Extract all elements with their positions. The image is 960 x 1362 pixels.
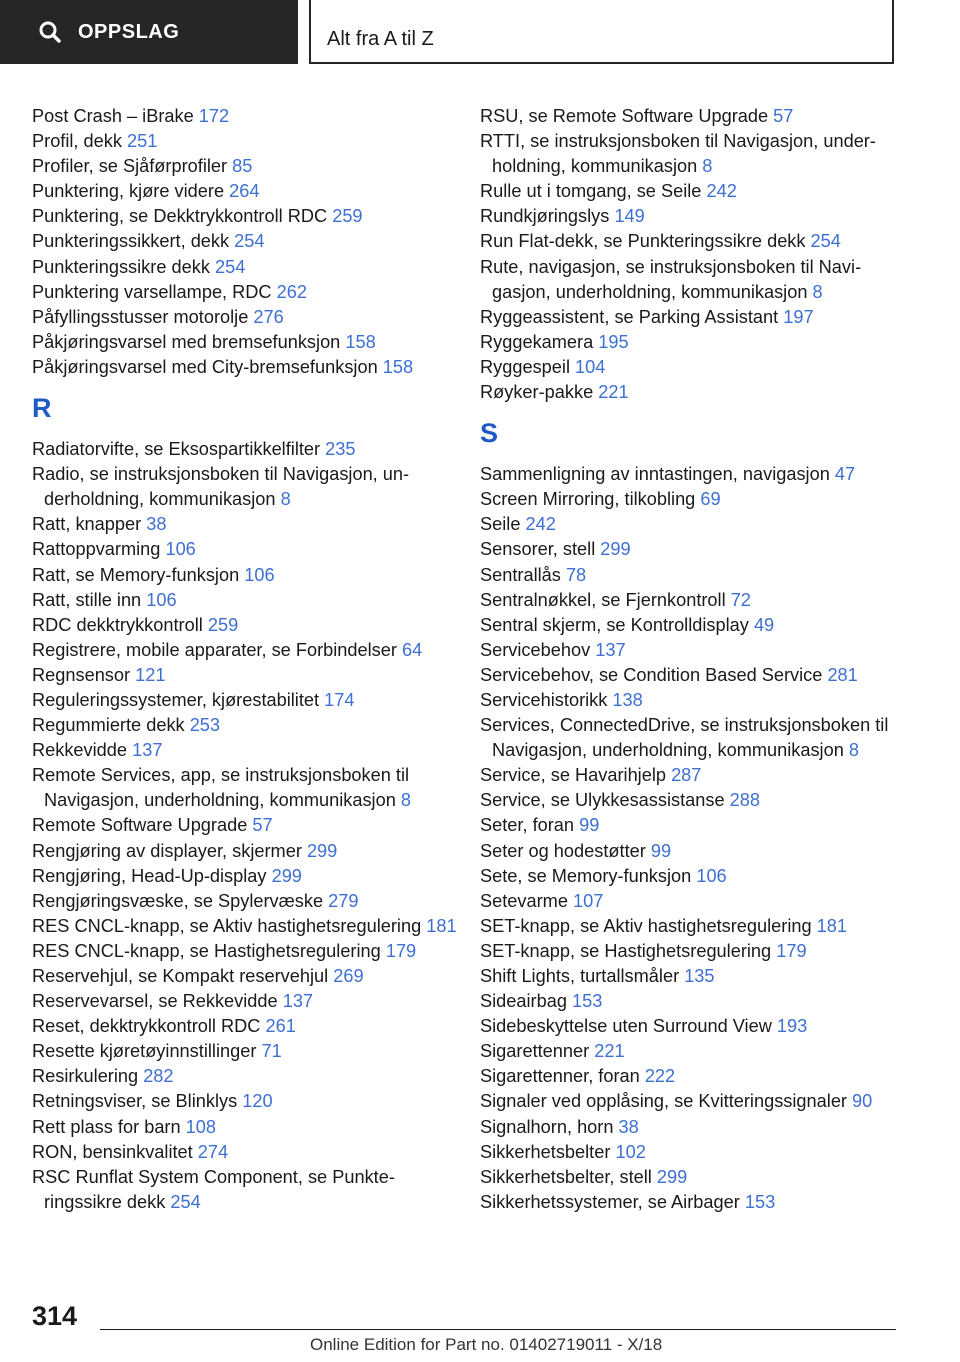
- entry-term: Påkjøringsvarsel med bremsefunksjon: [32, 331, 346, 352]
- index-entry: [32, 437, 462, 462]
- index-entry: [480, 588, 900, 613]
- index-entry: [480, 487, 900, 512]
- entry-term: Seter og hodestøtter: [480, 840, 651, 861]
- entry-term: Retningsviser, se Blinklys: [32, 1091, 243, 1112]
- index-entry: [480, 1014, 900, 1039]
- page-reference-link[interactable]: 181: [816, 915, 848, 936]
- page-reference-link[interactable]: 137: [282, 991, 314, 1012]
- entry-term: Post Crash – iBrake: [32, 106, 199, 126]
- index-entry: [32, 1064, 462, 1089]
- page-reference-link[interactable]: 49: [753, 614, 775, 635]
- index-entry: [32, 989, 462, 1014]
- page-reference-link[interactable]: 279: [328, 890, 359, 911]
- index-entry: [32, 588, 462, 613]
- index-entry: [480, 1190, 900, 1215]
- entry-term: Ryggespeil: [480, 356, 576, 377]
- page-reference-link[interactable]: 8: [280, 489, 291, 510]
- entry-term: Sikkerhetssystemer, se Airbager: [480, 1191, 745, 1212]
- index-entry: [480, 204, 900, 229]
- page-reference-link[interactable]: 242: [525, 514, 556, 535]
- edition-text: Online Edition for Part no. 01402719011 - X/18: [310, 1335, 663, 1354]
- page-reference-link[interactable]: 242: [706, 181, 737, 202]
- index-entry: [480, 537, 900, 562]
- index-entry: [480, 688, 900, 713]
- index-entry: [480, 914, 900, 939]
- page-reference-link[interactable]: 288: [729, 790, 761, 811]
- index-entry: [480, 462, 900, 487]
- entry-term: Sentrallås: [480, 564, 566, 585]
- entry-term: Rundkjøringslys: [480, 206, 615, 227]
- page-reference-link[interactable]: 149: [614, 206, 645, 227]
- index-entry: [32, 1140, 462, 1165]
- page-reference-link[interactable]: 174: [324, 689, 355, 710]
- page-reference-link[interactable]: 106: [165, 539, 196, 560]
- index-entry: [480, 989, 900, 1014]
- page-reference-link[interactable]: 287: [671, 765, 702, 786]
- entry-term: RDC dekktrykkontroll: [32, 614, 208, 635]
- entry-term: Ryggeassistent, se Parking Assistant: [480, 306, 784, 327]
- index-column-left: [32, 104, 462, 1215]
- section-letter: R: [32, 393, 52, 424]
- entry-term: Servicebehov: [480, 639, 596, 660]
- index-entry: [32, 537, 462, 562]
- entry-term: Punkteringssikre dekk: [32, 256, 215, 277]
- entry-term: Punktering, kjøre videre: [32, 181, 230, 202]
- index-column-right: [480, 104, 900, 1215]
- index-entry: [480, 129, 900, 179]
- index-entry: [32, 763, 462, 813]
- page-reference-link[interactable]: 251: [127, 131, 158, 152]
- index-entry: [32, 713, 462, 738]
- entry-term: Sigarettenner: [480, 1041, 595, 1062]
- page-reference-link[interactable]: 108: [185, 1116, 217, 1137]
- index-entry: [480, 104, 900, 129]
- index-entry: [480, 788, 900, 813]
- index-entry: [32, 1115, 462, 1140]
- index-entry: [32, 663, 462, 688]
- entry-term: Ratt, stille inn: [32, 589, 147, 610]
- page-reference-link[interactable]: 221: [598, 382, 629, 403]
- entry-term: Seter, foran: [480, 815, 580, 836]
- page-reference-link[interactable]: 107: [573, 890, 604, 911]
- entry-term: Rulle ut i tomgang, se Seile: [480, 181, 707, 202]
- index-entry: [480, 813, 900, 838]
- entry-term: Regummierte dekk: [32, 715, 190, 736]
- page-reference-link[interactable]: 104: [575, 356, 606, 377]
- index-entry: [32, 638, 462, 663]
- entry-term: Run Flat-dekk, se Punkteringssikre dekk: [480, 231, 811, 252]
- entry-term: Punktering, se Dekktrykkontroll RDC: [32, 206, 333, 227]
- page-reference-link[interactable]: 57: [252, 815, 273, 836]
- tab-label: OPPSLAG: [78, 20, 180, 43]
- search-icon: [38, 20, 62, 44]
- entry-term: Radio, se instruksjonsboken til Navigasjon, underholdning, kommunikasjon: [32, 464, 410, 510]
- page-reference-link[interactable]: 254: [810, 231, 841, 252]
- page-reference-link[interactable]: 64: [402, 639, 423, 660]
- index-entry: [480, 512, 900, 537]
- page-reference-link[interactable]: 221: [594, 1041, 625, 1062]
- page-reference-link[interactable]: 71: [261, 1041, 282, 1062]
- section-title: Alt fra A til Z: [327, 28, 434, 50]
- entry-term: Reguleringssystemer, kjørestabilitet: [32, 689, 325, 710]
- entry-term: Servicehistorikk: [480, 689, 613, 710]
- entry-term: Punkteringssikkert, dekk: [32, 231, 235, 252]
- index-entry: [32, 255, 462, 280]
- page-reference-link[interactable]: 264: [229, 181, 260, 202]
- page-reference-link[interactable]: 137: [595, 639, 626, 660]
- index-entry: [32, 738, 462, 763]
- entry-term: Sete, se Memory-funksjon: [480, 865, 697, 886]
- index-entry: [32, 1089, 462, 1114]
- footer-divider: [100, 1329, 896, 1330]
- page-reference-link[interactable]: 106: [244, 564, 275, 585]
- entry-term: Rengjøring av displayer, skjermer: [32, 840, 307, 861]
- entry-term: Sikkerhetsbelter: [480, 1141, 616, 1162]
- index-entry: [32, 889, 462, 914]
- index-entry: [480, 255, 900, 305]
- index-entry: [32, 688, 462, 713]
- page-reference-link[interactable]: 235: [325, 439, 356, 460]
- entry-term: SET-knapp, se Aktiv hastighetsregulering: [480, 915, 817, 936]
- index-entry: [480, 763, 900, 788]
- entry-term: Sidebeskyttelse uten Surround View: [480, 1016, 777, 1037]
- page-reference-link[interactable]: 85: [232, 156, 253, 177]
- page-reference-link[interactable]: 253: [189, 715, 221, 736]
- page-reference-link[interactable]: 158: [382, 356, 414, 377]
- entry-term: Påfyllingsstusser motorolje: [32, 306, 254, 327]
- entry-term: Service, se Ulykkesassistanse: [480, 790, 730, 811]
- index-entry: [480, 964, 900, 989]
- index-entry: [32, 104, 462, 129]
- entry-term: Profil, dekk: [32, 131, 128, 152]
- header-tab[interactable]: [0, 0, 298, 64]
- index-entry: [32, 839, 462, 864]
- page-reference-link[interactable]: 274: [197, 1141, 229, 1162]
- index-entry: [480, 305, 900, 330]
- page-reference-link[interactable]: 299: [306, 840, 338, 861]
- entry-term: Røyker-pakke: [480, 382, 599, 403]
- index-entry: [480, 864, 900, 889]
- page-reference-link[interactable]: 135: [684, 966, 715, 986]
- page-reference-link[interactable]: 281: [827, 664, 858, 685]
- entry-term: RSU, se Remote Software Upgrade: [480, 106, 774, 126]
- entry-term: Ratt, se Memory-funksjon: [32, 564, 245, 585]
- index-entry: [480, 1089, 900, 1114]
- entry-term: Shift Lights, turtallsmåler: [480, 966, 685, 986]
- page-reference-link[interactable]: 120: [242, 1091, 273, 1112]
- index-entry: [480, 563, 900, 588]
- page-reference-link[interactable]: 195: [598, 331, 629, 352]
- index-entry: [32, 154, 462, 179]
- entry-term: Påkjøringsvarsel med City-bremsefunksjon: [32, 356, 383, 377]
- page-reference-link[interactable]: 259: [207, 614, 239, 635]
- page-reference-link[interactable]: 90: [852, 1091, 873, 1112]
- index-entry: [32, 1039, 462, 1064]
- index-entry: [480, 1039, 900, 1064]
- page-reference-link[interactable]: 299: [271, 865, 302, 886]
- page-reference-link[interactable]: 276: [253, 306, 284, 327]
- section-letter: S: [480, 418, 499, 449]
- index-entry: [32, 1165, 462, 1215]
- index-entry: [32, 864, 462, 889]
- entry-term: Ryggekamera: [480, 331, 599, 352]
- page-reference-link[interactable]: 269: [333, 966, 364, 986]
- page-reference-link[interactable]: 254: [234, 231, 265, 252]
- index-entry: [32, 914, 462, 939]
- index-entry: [480, 1140, 900, 1165]
- entry-term: Sammenligning av inntastingen, navigasjon: [480, 464, 835, 485]
- index-entry: [32, 179, 462, 204]
- entry-term: RON, bensinkvalitet: [32, 1141, 198, 1162]
- page-reference-link[interactable]: 282: [143, 1066, 174, 1087]
- page-reference-link[interactable]: 153: [744, 1191, 776, 1212]
- entry-term: Reservevarsel, se Rekkevidde: [32, 991, 283, 1012]
- entry-term: Ratt, knapper: [32, 514, 147, 535]
- index-entry: [32, 204, 462, 229]
- entry-term: Remote Services, app, se instruksjonsboken til Navigasjon, underholdning, kommunikasjon: [32, 765, 410, 811]
- index-entry: [32, 1014, 462, 1039]
- page-reference-link[interactable]: 72: [730, 589, 751, 610]
- index-entry: [480, 638, 900, 663]
- entry-term: Sigarettenner, foran: [480, 1066, 645, 1087]
- index-entry: [32, 229, 462, 254]
- entry-term: Punktering varsellampe, RDC: [32, 281, 277, 302]
- page-reference-link[interactable]: 8: [400, 790, 412, 811]
- entry-term: Resirkulering: [32, 1066, 144, 1087]
- index-entry: [480, 939, 900, 964]
- index-entry: [480, 179, 900, 204]
- page-reference-link[interactable]: 193: [776, 1016, 808, 1037]
- entry-term: Sentralnøkkel, se Fjernkontroll: [480, 589, 731, 610]
- index-entry: [480, 663, 900, 688]
- entry-term: Sensorer, stell: [480, 539, 601, 560]
- entry-term: Rengjøringsvæske, se Spylervæske: [32, 890, 329, 911]
- page-reference-link[interactable]: 69: [700, 489, 721, 510]
- page-reference-link[interactable]: 47: [834, 464, 856, 485]
- page-reference-link[interactable]: 106: [696, 865, 727, 886]
- entry-term: Profiler, se Sjåførprofiler: [32, 156, 233, 177]
- entry-term: RES CNCL-knapp, se Hastighetsregulering: [32, 940, 386, 961]
- entry-term: RES CNCL-knapp, se Aktiv hastighetsregulering: [32, 915, 427, 936]
- page-reference-link[interactable]: 8: [702, 156, 713, 177]
- page-reference-link[interactable]: 262: [276, 281, 307, 302]
- index-entry: [32, 305, 462, 330]
- page-number: 314: [32, 1301, 78, 1331]
- entry-term: Screen Mirroring, tilkobling: [480, 489, 701, 510]
- entry-term: Rattoppvarming: [32, 539, 166, 560]
- index-entry: [32, 813, 462, 838]
- index-entry: [32, 129, 462, 154]
- page-reference-link[interactable]: 254: [214, 256, 246, 277]
- page-reference-link[interactable]: 102: [615, 1141, 646, 1162]
- section-header: [309, 0, 894, 64]
- entry-term: Services, ConnectedDrive, se instruksjonsboken til Navigasjon, underholdning, kommunikasjon: [480, 715, 889, 761]
- page-reference-link[interactable]: 121: [135, 664, 166, 685]
- entry-term: Seile: [480, 514, 526, 535]
- page-reference-link[interactable]: 259: [332, 206, 363, 227]
- index-entry: [32, 563, 462, 588]
- entry-term: Setevarme: [480, 890, 573, 911]
- page-reference-link[interactable]: 106: [146, 589, 177, 610]
- index-entry: [32, 280, 462, 305]
- entry-term: Reset, dekktrykkontroll RDC: [32, 1016, 266, 1037]
- page-reference-link[interactable]: 172: [198, 106, 230, 126]
- entry-term: Sideairbag: [480, 991, 573, 1012]
- entry-term: Reservehjul, se Kompakt reservehjul: [32, 966, 334, 986]
- entry-term: Service, se Havarihjelp: [480, 765, 672, 786]
- index-entry: [32, 355, 462, 380]
- entry-term: RTTI, se instruksjonsboken til Navigasjon, underholdning, kommunikasjon: [480, 131, 876, 177]
- page-reference-link[interactable]: 38: [618, 1116, 639, 1137]
- index-entry: [480, 355, 900, 380]
- page-reference-link[interactable]: 299: [656, 1166, 688, 1187]
- index-entry: [480, 229, 900, 254]
- entry-term: Regnsensor: [32, 664, 136, 685]
- page-reference-link[interactable]: 153: [572, 991, 603, 1012]
- entry-term: SET-knapp, se Hastighetsregulering: [480, 940, 777, 961]
- page-reference-link[interactable]: 99: [579, 815, 600, 836]
- index-entry: [32, 462, 462, 512]
- page-reference-link[interactable]: 299: [600, 539, 631, 560]
- entry-term: Signalhorn, horn: [480, 1116, 619, 1137]
- entry-term: Resette kjøretøyinnstillinger: [32, 1041, 262, 1062]
- page-reference-link[interactable]: 78: [565, 564, 587, 585]
- entry-term: Sentral skjerm, se Kontrolldisplay: [480, 614, 754, 635]
- entry-term: Radiatorvifte, se Eksospartikkelfilter: [32, 439, 326, 460]
- entry-term: Servicebehov, se Condition Based Service: [480, 664, 828, 685]
- page-reference-link[interactable]: 8: [812, 281, 823, 302]
- index-entry: [32, 939, 462, 964]
- page-reference-link[interactable]: 222: [644, 1066, 676, 1087]
- index-entry: [32, 512, 462, 537]
- page-reference-link[interactable]: 138: [612, 689, 643, 710]
- page-reference-link[interactable]: 57: [773, 106, 794, 126]
- index-entry: [480, 1064, 900, 1089]
- entry-term: Remote Software Upgrade: [32, 815, 253, 836]
- index-entry: [32, 964, 462, 989]
- index-entry: [480, 713, 900, 763]
- index-entry: [480, 1115, 900, 1140]
- index-entry: [480, 839, 900, 864]
- entry-term: Rengjøring, Head-Up-display: [32, 865, 272, 886]
- page-reference-link[interactable]: 179: [385, 940, 417, 961]
- entry-term: Rett plass for barn: [32, 1116, 186, 1137]
- page-reference-link[interactable]: 38: [146, 514, 167, 535]
- page-reference-link[interactable]: 261: [265, 1016, 296, 1037]
- index-entry: [480, 330, 900, 355]
- index-entry: [480, 889, 900, 914]
- entry-term: Sikkerhetsbelter, stell: [480, 1166, 657, 1187]
- entry-term: Rekkevidde: [32, 740, 133, 761]
- page-reference-link[interactable]: 137: [132, 740, 163, 761]
- entry-term: Registrere, mobile apparater, se Forbindelser: [32, 639, 402, 660]
- page-reference-link[interactable]: 8: [848, 740, 860, 761]
- index-entry: [480, 380, 900, 405]
- page-reference-link[interactable]: 158: [345, 331, 376, 352]
- page-reference-link[interactable]: 197: [783, 306, 814, 327]
- page-reference-link[interactable]: 99: [650, 840, 672, 861]
- page-reference-link[interactable]: 179: [776, 940, 807, 961]
- index-entry: [32, 330, 462, 355]
- index-entry: [32, 613, 462, 638]
- entry-term: RSC Runflat System Component, se Punkteringssikre dekk: [32, 1166, 395, 1212]
- entry-term: Signaler ved opplåsing, se Kvitteringssignaler: [480, 1091, 853, 1112]
- page-reference-link[interactable]: 254: [170, 1191, 201, 1212]
- entry-term: Rute, navigasjon, se instruksjonsboken til Navigasjon, underholdning, kommunikasjon: [480, 256, 862, 302]
- index-entry: [480, 613, 900, 638]
- page-reference-link[interactable]: 181: [426, 915, 457, 936]
- index-entry: [480, 1165, 900, 1190]
